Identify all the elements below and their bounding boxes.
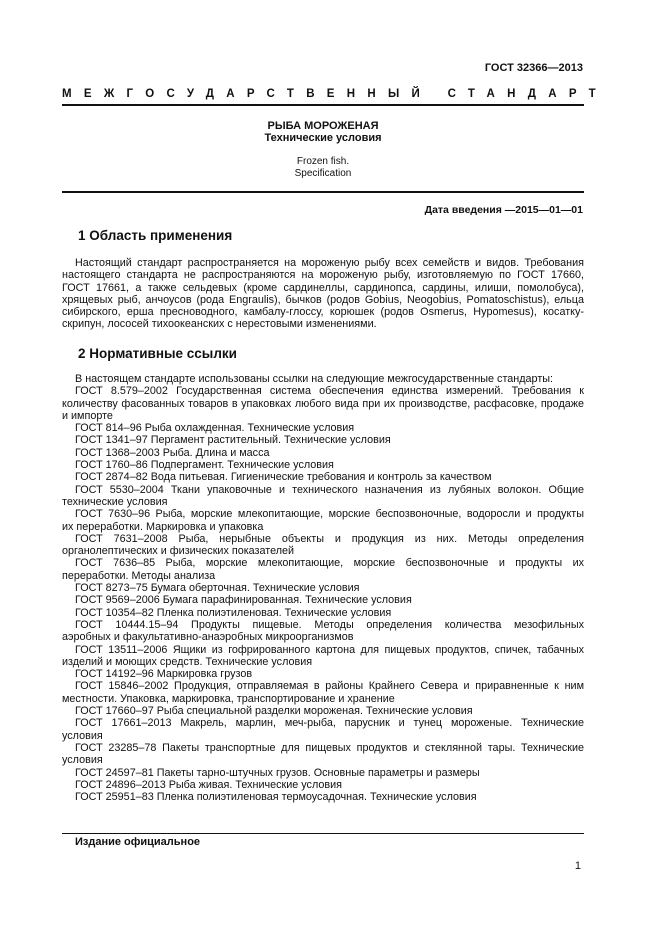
text-line: переработки. Методы анализа — [62, 569, 216, 582]
text-line: ГОСТ 25951–83 Пленка полиэтиленовая термоусадочная. Технические условия — [75, 791, 477, 804]
text-line: органолептических и физических показателей — [62, 545, 295, 558]
text-line: ГОСТ 1368–2003 Рыба. Длина и масса — [75, 446, 270, 459]
text-line: Настоящий стандарт распространяется на мороженую рыбу всех семейств и видов. Требования — [75, 257, 584, 269]
text-line: условия — [62, 729, 103, 742]
text-line: ГОСТ 5530–2004 Ткани упаковочные и технического назначения из лубяных волокон. Общие — [75, 483, 584, 496]
text-line: ГОСТ 814–96 Рыба охлажденная. Технические условия — [75, 422, 355, 435]
title-divider — [62, 191, 584, 193]
section-2-body — [62, 373, 584, 803]
text-line: ГОСТ 24597–81 Пакеты тарно-штучных грузов. Основные параметры и размеры — [75, 766, 480, 779]
text-line: технические условия — [62, 495, 168, 508]
text-line: ГОСТ 23285–78 Пакеты транспортные для пищевых продуктов и стеклянной тары. Технические — [75, 741, 584, 754]
text-line: и импорте — [62, 409, 113, 422]
text-line: количеству фасованных товаров в упаковках любого вида при их производстве, расфасовке, продаже — [62, 397, 584, 410]
edition-note: Издание официальное — [75, 836, 201, 848]
text-line: условия — [62, 754, 103, 767]
section-1-body — [62, 257, 584, 331]
document-subtitle: Технические условия — [264, 132, 382, 144]
text-line: ГОСТ 1341–97 Пергамент растительный. Технические условия — [75, 434, 391, 447]
text-line: ГОСТ 10354–82 Пленка полиэтиленовая. Технические условия — [75, 606, 392, 619]
text-line: изделий и моющих средств. Технические условия — [62, 655, 313, 668]
text-line: их переработки. Маркировка и упаковка — [62, 520, 264, 533]
text-line: ГОСТ 8273–75 Бумага оберточная. Технические условия — [75, 582, 360, 595]
gost-code: ГОСТ 32366—2013 — [484, 62, 583, 74]
text-line: ГОСТ 2874–82 Вода питьевая. Гигиенические требования и контроль за качеством — [75, 471, 492, 484]
text-line: ГОСТ 17661, а также сельдевых (кроме сардинеллы, сардинопса, сардины, илиши, помолобуса), — [62, 281, 584, 294]
text-line: ГОСТ 14192–96 Маркировка грузов — [75, 668, 253, 681]
text-line: ГОСТ 10444.15–94 Продукты пищевые. Методы определения количества мезофильных — [75, 618, 584, 631]
english-title: Frozen fish. — [296, 156, 350, 167]
text-line: аэробных и факультативно-анаэробных микроорганизмов — [62, 631, 354, 644]
section-1-heading: 1 Область применения — [78, 228, 233, 243]
text-line: сибирского, ерша пресноводного, камбалу-глоссу, корюшек (родов Osmerus, Hypomesus), косатку- — [62, 306, 584, 319]
text-line: скрипун, лососей тихоокеанских с нерестовыми изменениями. — [62, 318, 377, 331]
text-line: ГОСТ 13511–2006 Ящики из гофрированного картона для пищевых продуктов, спичек, табачных — [75, 643, 584, 656]
top-divider — [62, 104, 584, 106]
page-number: 1 — [574, 860, 581, 872]
text-line: ГОСТ 8.579–2002 Государственная система обеспечения единства измерений. Требования к — [75, 385, 584, 398]
introduction-date: Дата введения —2015—01—01 — [424, 204, 583, 216]
text-line: местности. Упаковка, маркировка, транспортирование и хранение — [62, 692, 395, 705]
text-line: В настоящем стандарте использованы ссылки на следующие межгосударственные стандарты: — [75, 373, 554, 385]
text-line: настоящего стандарта не распространяются на мороженую рыбу, изготовляемую по ГОСТ 17660, — [62, 269, 584, 282]
section-2-heading: 2 Нормативные ссылки — [78, 346, 237, 361]
english-subtitle: Specification — [294, 168, 352, 179]
text-line: ГОСТ 7630–96 Рыба, морские млекопитающие, морские беспозвоночные, водоросли и продукты — [75, 508, 584, 521]
text-line: ГОСТ 24896–2013 Рыба живая. Технические условия — [75, 778, 342, 791]
text-line: ГОСТ 17661–2013 Макрель, марлин, меч-рыба, парусник и тунец мороженые. Технические — [75, 717, 584, 730]
text-line: ГОСТ 1760–86 Подпергамент. Технические условия — [75, 459, 334, 472]
text-line: ГОСТ 7631–2008 Рыба, нерыбные объекты и продукция из них. Методы определения — [75, 532, 584, 545]
text-line: ГОСТ 9569–2006 Бумага парафинированная. Технические условия — [75, 594, 412, 607]
text-line: хрящевых рыб, анчоусов (рода Engraulis), бычков (родов Gobius, Neogobius, Pomatoschistus), ельца — [62, 293, 584, 306]
text-line: ГОСТ 17660–97 Рыба специальной разделки мороженая. Технические условия — [75, 705, 473, 718]
standard-type-heading: МЕЖГОСУДАРСТВЕННЫЙ СТАНДАРТ — [62, 88, 608, 100]
document-title: РЫБА МОРОЖЕНАЯ — [267, 120, 379, 132]
footer-divider — [62, 833, 584, 834]
text-line: ГОСТ 7636–85 Рыба, морские млекопитающие, морские беспозвоночные и продукты их — [75, 557, 584, 570]
text-line: ГОСТ 15846–2002 Продукция, отправляемая в районы Крайнего Севера и приравненные к ним — [75, 680, 584, 693]
